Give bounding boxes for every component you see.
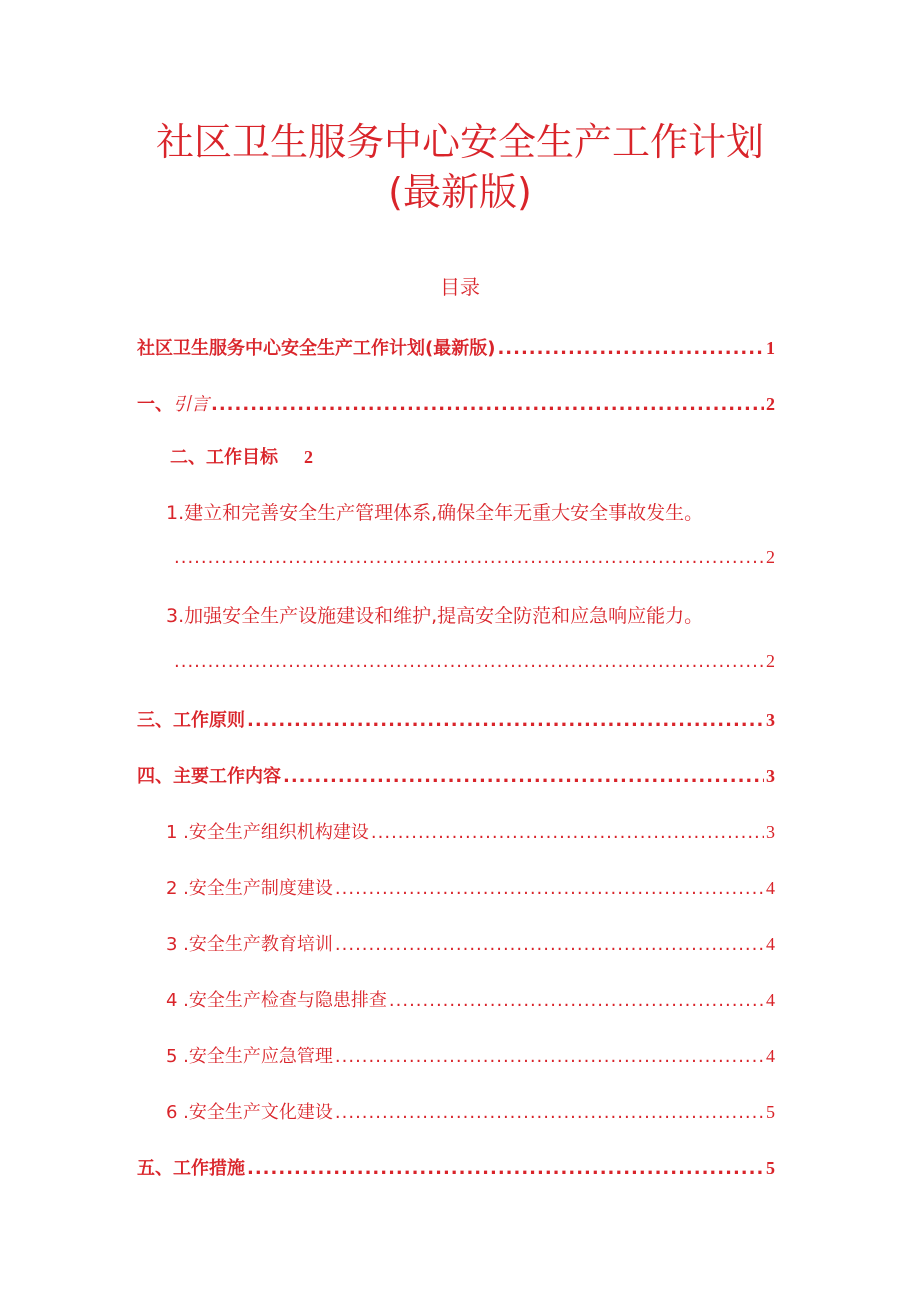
toc-entry-goals[interactable] <box>170 443 313 469</box>
toc-page-number: 5 <box>766 1102 775 1122</box>
document-title: 社区卫生服务中心安全生产工作计划 <box>155 120 764 164</box>
toc-entry-principles[interactable] <box>137 706 775 732</box>
toc-leader-dots <box>335 1102 764 1123</box>
toc-leader-dots <box>247 710 764 731</box>
toc-entry-content-5[interactable] <box>166 1042 775 1068</box>
toc-entry-label: 5 .安全生产应急管理 <box>166 1046 333 1067</box>
toc-page-number: 2 <box>304 447 313 467</box>
toc-entry-label: 三、工作原则 <box>137 710 245 731</box>
toc-entry-content-6[interactable] <box>166 1098 775 1124</box>
toc-page-number: 4 <box>766 934 775 954</box>
toc-page-number: 5 <box>766 1158 775 1178</box>
toc-entry-goal-1-leader <box>174 547 775 568</box>
toc-leader-dots <box>247 1158 764 1179</box>
toc-page-number: 3 <box>766 766 775 786</box>
toc-entry-content-2[interactable] <box>166 874 775 900</box>
toc-leader-dots <box>174 547 766 568</box>
toc-leader-dots <box>335 1046 764 1067</box>
document-title-edition: (最新版) <box>388 170 532 214</box>
toc-entry-label: 3 .安全生产教育培训 <box>166 934 333 955</box>
toc-entry-main-content[interactable] <box>137 762 775 788</box>
toc-entry-content-4[interactable] <box>166 986 775 1012</box>
toc-leader-dots <box>174 651 766 672</box>
toc-entry-label <box>137 390 209 416</box>
toc-entry-label: 1 .安全生产组织机构建设 <box>166 822 369 843</box>
toc-leader-dots <box>497 338 764 359</box>
toc-page-number: 2 <box>766 394 775 414</box>
toc-entry-label: 五、工作措施 <box>137 1158 245 1179</box>
toc-page-number: 2 <box>766 651 775 671</box>
toc-leader-dots <box>389 990 764 1011</box>
toc-leader-dots <box>371 822 764 843</box>
toc-leader-dots <box>211 394 764 415</box>
toc-heading: 目录 <box>440 275 480 299</box>
toc-entry-label-text: 引言 <box>173 394 209 415</box>
toc-entry-label-prefix: 一、 <box>137 394 173 415</box>
toc-entry-measures[interactable] <box>137 1154 775 1180</box>
toc-page-number: 1 <box>766 338 775 358</box>
toc-page-number: 3 <box>766 822 775 842</box>
toc-leader-dots <box>283 766 764 787</box>
toc-entry-introduction[interactable] <box>137 390 775 416</box>
toc-entry-label: 社区卫生服务中心安全生产工作计划(最新版) <box>137 338 496 359</box>
toc-entry-label: 2 .安全生产制度建设 <box>166 878 333 899</box>
toc-entry-label: 二、工作目标 <box>170 447 278 468</box>
toc-entry-label: 四、主要工作内容 <box>137 766 281 787</box>
toc-page-number: 4 <box>766 990 775 1010</box>
toc-page-number: 4 <box>766 878 775 898</box>
toc-leader-dots <box>335 878 764 899</box>
toc-entry-content-1[interactable] <box>166 818 775 844</box>
toc-page-number: 2 <box>766 547 775 567</box>
toc-entry-label: 4 .安全生产检查与隐患排查 <box>166 990 387 1011</box>
toc-entry-goal-3-leader <box>174 651 775 672</box>
toc-leader-dots <box>335 934 764 955</box>
toc-entry-goal-3[interactable]: 3.加强安全生产设施建设和维护,提高安全防范和应急响应能力。 <box>166 605 704 627</box>
toc-page-number: 4 <box>766 1046 775 1066</box>
toc-entry-main-title[interactable] <box>137 334 775 360</box>
toc-entry-label: 6 .安全生产文化建设 <box>166 1102 333 1123</box>
toc-entry-goal-1[interactable]: 1.建立和完善安全生产管理体系,确保全年无重大安全事故发生。 <box>166 502 704 524</box>
toc-page-number: 3 <box>766 710 775 730</box>
toc-entry-content-3[interactable] <box>166 930 775 956</box>
